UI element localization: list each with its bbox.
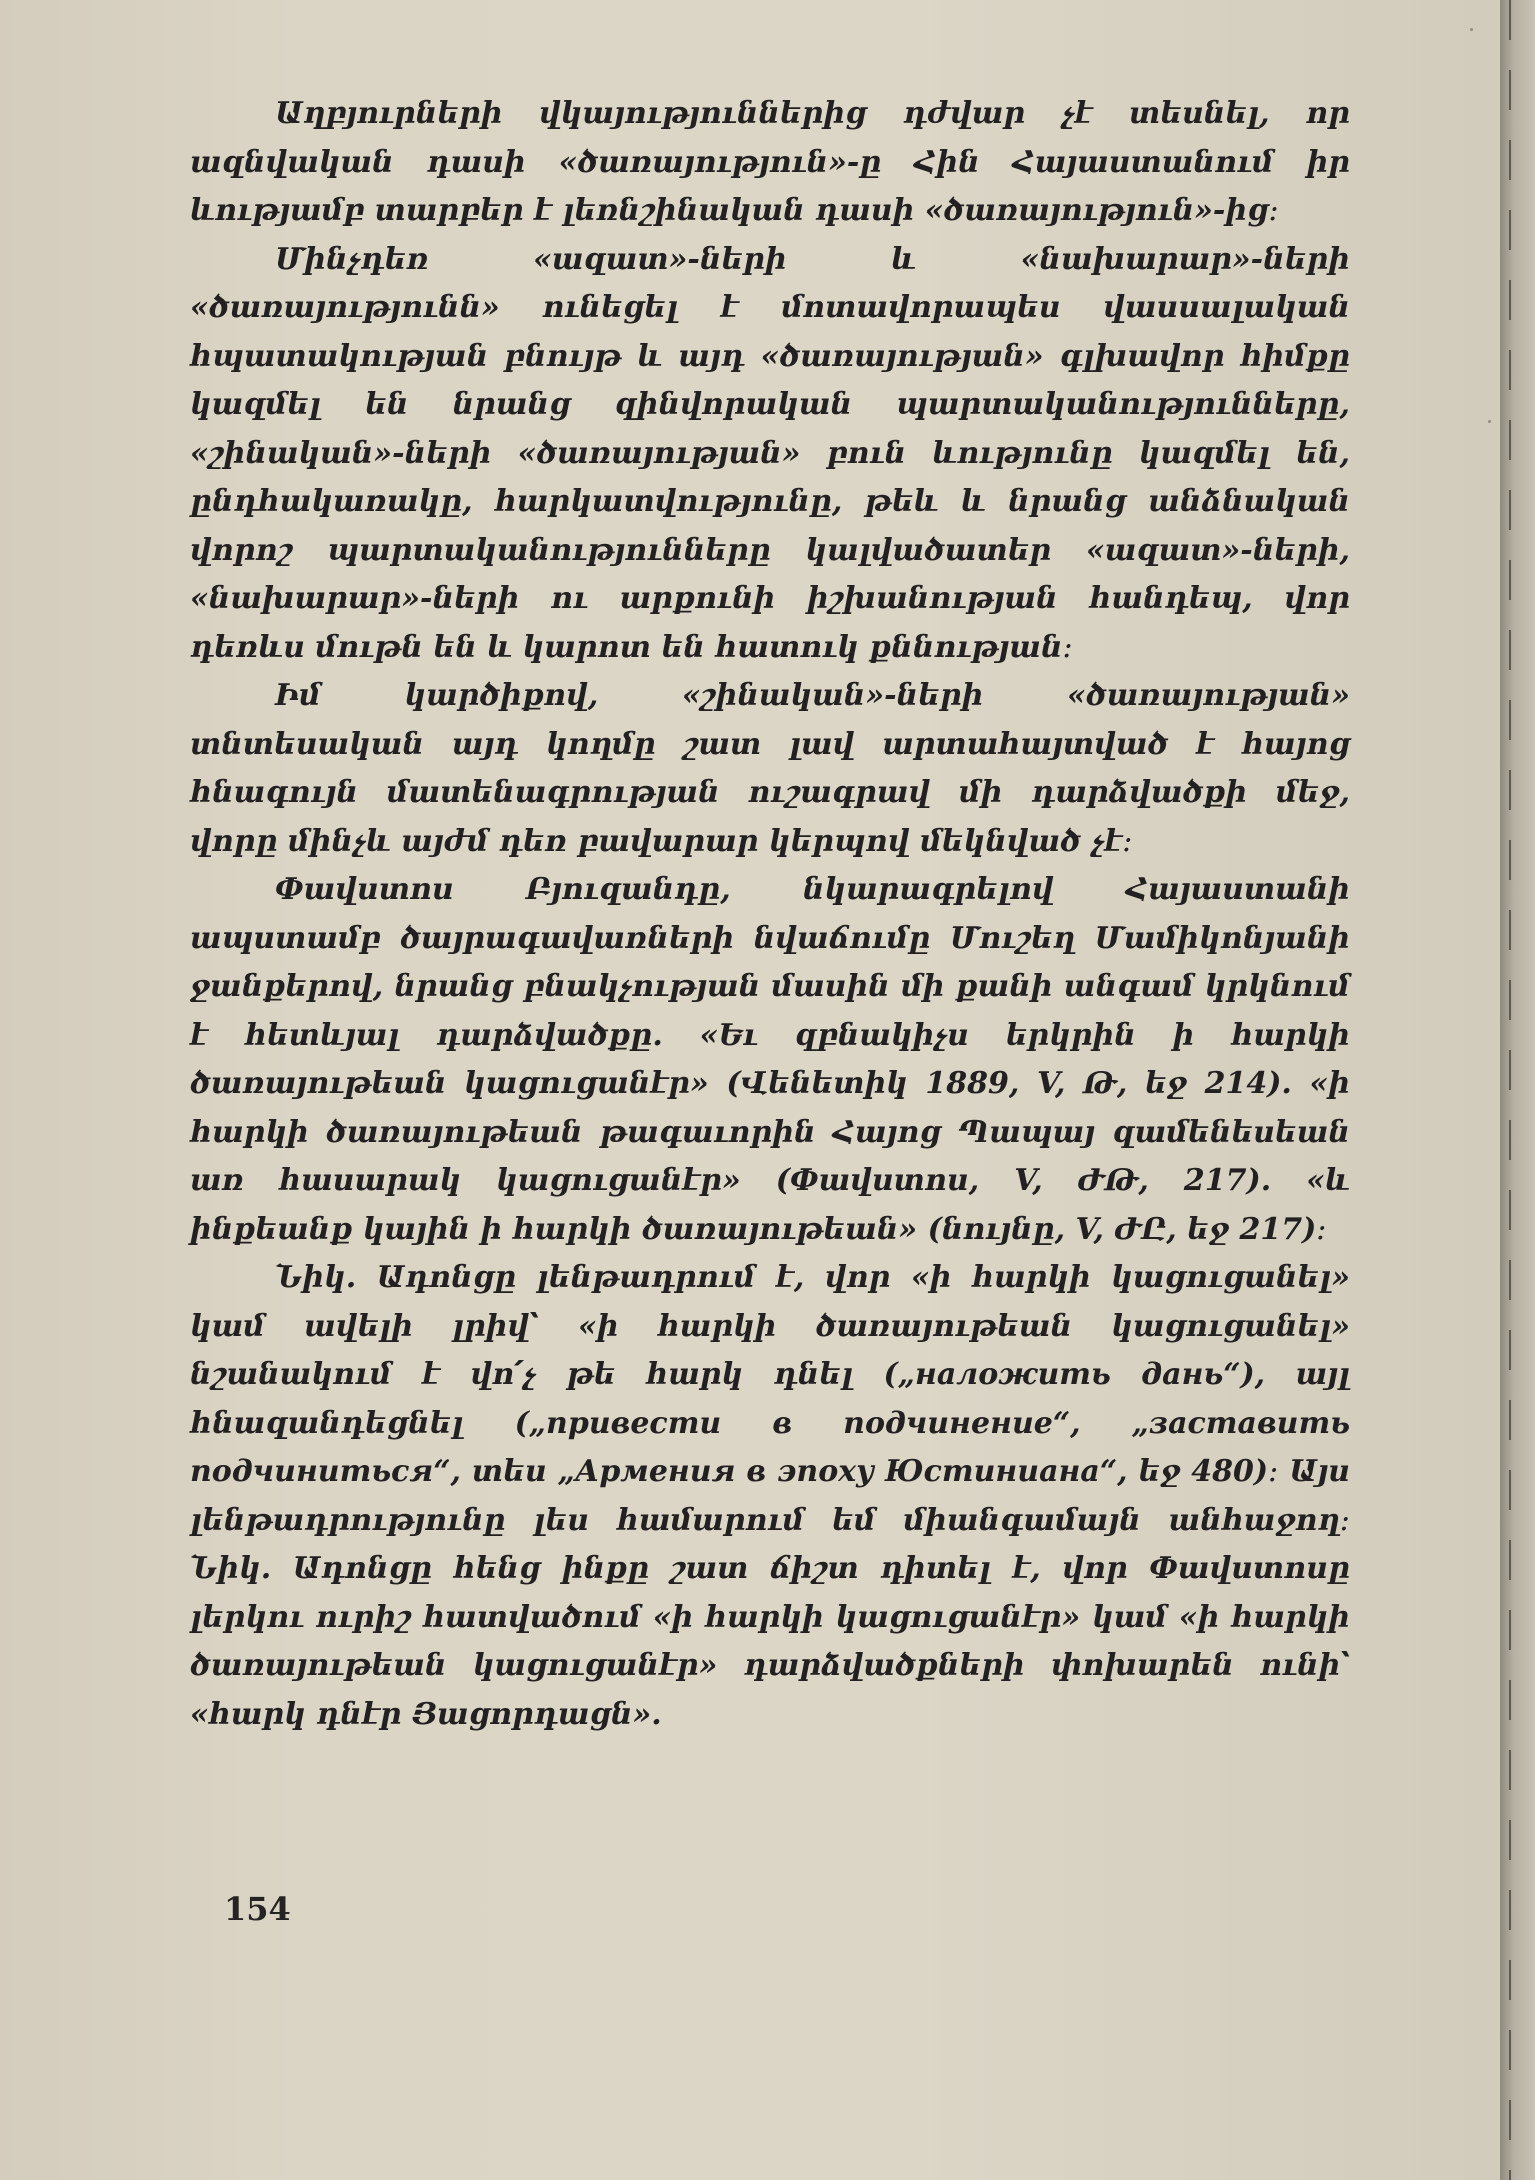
paragraph-2: Մինչդեռ «ազատ»-ների և «նախարար»-ների «ծառայությունն» ունեցել է մոտավորապես վասսալական հպատակության բնույթ և այդ «ծառայության» գլխավոր հիմքը կազմել են նրանց զինվորական պարտականությունները, «շինական»-ների «ծառայության» բուն ևությունը կազմել են, ընդհակառակը, հարկատվությունը, թեև և նրանց անձնական վորոշ պարտականությունները կալվածատեր «ազատ»-ների, «նախարար»-ների ու արքունի իշխանության հանդեպ, վոր դեռևս մութն են և կարոտ են հատուկ քննության։	[190, 241, 1350, 665]
paper-speck	[1470, 28, 1473, 31]
paragraph-4: Փավստոս Բյուզանդը, նկարագրելով Հայաստանի ապստամբ ծայրագավառների նվաճումը Մուշեղ Մամիկոնյանի ջանքերով, նրանց բնակչության մասին մի քանի անգամ կրկնում է հետևյալ դարձվածքը. «Եւ զբնակիչս երկրին ի հարկի ծառայութեան կացուցանէր» (Վենետիկ 1889, V, Թ, եջ 214)․ «ի հարկի ծառայութեան թագաւորին Հայոց Պապայ զամենեսեան առ հասարակ կացուցանէր» (Փավստոս, V, ԺԹ, 217)․ «և ինքեանք կային ի հարկի ծառայութեան» (նույնը, V, ԺԸ, եջ 217)։	[190, 872, 1350, 1247]
paragraph-1: Աղբյուրների վկայություններից դժվար չէ տեսնել, որ ազնվական դասի «ծառայություն»-ը Հին Հայաստանում իր ևությամբ տարբեր է լեռնշինական դասի «ծառայություն»-ից։	[190, 96, 1350, 228]
paragraph-3: Իմ կարծիքով, «շինական»-ների «ծառայության» տնտեսական այդ կողմը շատ լավ արտահայտված է հայոց հնագույն մատենագրության ուշագրավ մի դարձվածքի մեջ, վորը մինչև այժմ դեռ բավարար կերպով մեկնված չէ։	[190, 678, 1350, 859]
page-number: 154	[224, 1890, 291, 1928]
binding-stitch	[1509, 0, 1511, 2180]
paper-speck	[1488, 420, 1491, 423]
paragraph-5: Նիկ. Ադոնցը լենթադրում է, վոր «ի հարկի կացուցանել» կամ ավելի լրիվ՝ «ի հարկի ծառայութեան կացուցանել» նշանակում է վո՛չ թե հարկ դնել („наложить дань“), այլ հնազանդեցնել („привести в подчинение“, „заставить подчиниться“, տես „Армения в эпоху Юстиниана“, եջ 480)։ Այս լենթադրությունը լես համարում եմ միանգամայն անհաջող։ Նիկ. Ադոնցը հենց ինքը շատ ճիշտ դիտել է, վոր Փավստոսը լերկու ուրիշ հատվածում «ի հարկի կացուցանէր» կամ «ի հարկի ծառայութեան կացուցանէր» դարձվածքների փոխարեն ունի՝ «հարկ դնէր Յացորդացն».	[190, 1260, 1350, 1732]
book-binding	[1500, 0, 1535, 2180]
body-text	[190, 90, 1350, 1739]
